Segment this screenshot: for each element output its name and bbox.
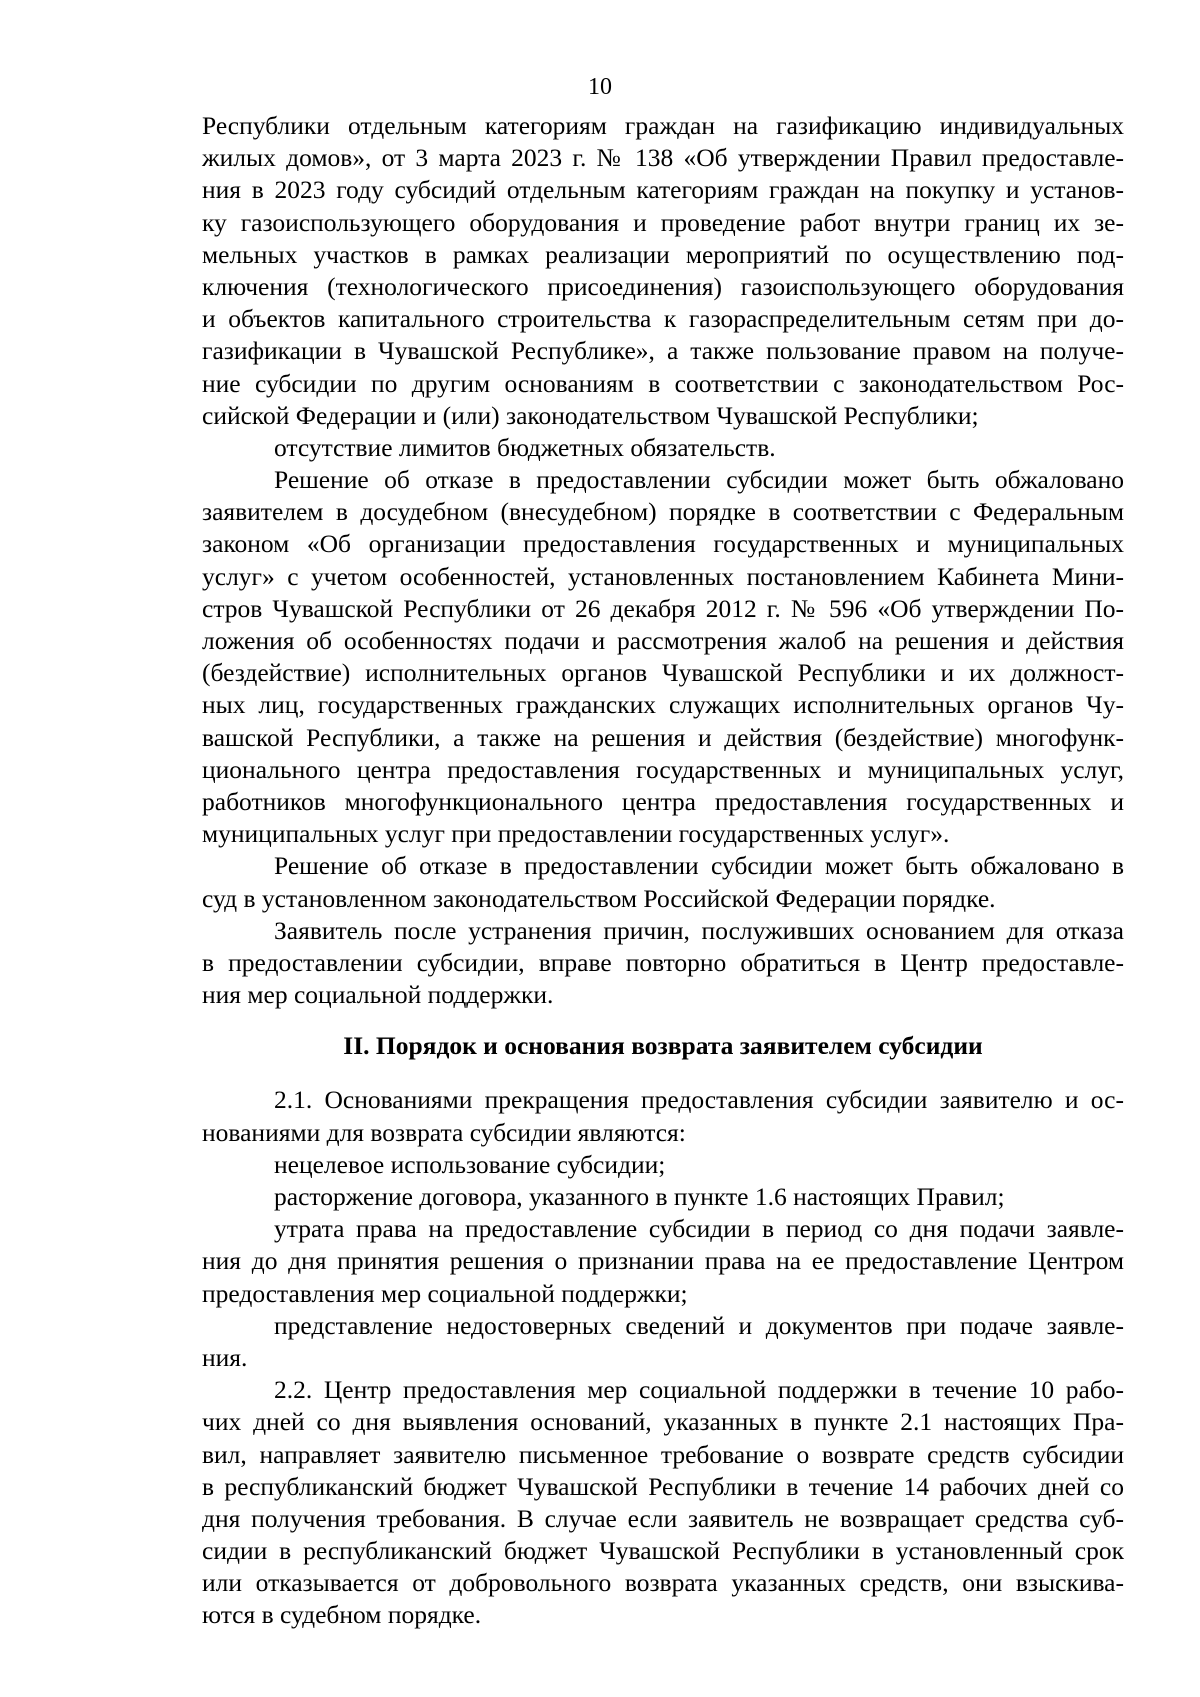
text-line: работников многофункционального центра предоставления государственных и	[202, 786, 1124, 816]
text-line: ние субсидии по другим основаниям в соответствии с законодательством Рос-	[202, 368, 1124, 398]
text-line: Республики отдельным категориям граждан на газификацию индивидуальных	[202, 111, 1124, 140]
paragraph	[202, 850, 1124, 914]
text-line: предоставления мер социальной поддержки;	[202, 1278, 688, 1308]
text-line: ются в судебном порядке.	[202, 1600, 482, 1630]
text-line: суд в установленном законодательством Российской Федерации порядке.	[202, 883, 996, 913]
text-line: ключения (технологического присоединения) газоиспользующего оборудования	[202, 271, 1124, 301]
text-line: 2.2. Центр предоставления мер социальной поддержки в течение 10 рабо-	[274, 1375, 1124, 1405]
text-line: чих дней со дня выявления оснований, указанных в пункте 2.1 настоящих Пра-	[202, 1407, 1124, 1437]
text-line: вашской Республики, а также на решения и действия (бездействие) многофунк-	[202, 722, 1124, 752]
text-line: жилых домов», от 3 марта 2023 г. № 138 «Об утверждении Правил предоставле-	[202, 143, 1124, 173]
paragraph	[202, 432, 1124, 464]
text-line: ния в 2023 году субсидий отдельным категориям граждан на покупку и установ-	[202, 175, 1124, 205]
paragraph	[202, 1084, 1124, 1148]
paragraph	[202, 110, 1124, 432]
text-line: сийской Федерации и (или) законодательством Чувашской Республики;	[202, 400, 979, 430]
text-line: и объектов капитального строительства к газораспределительным сетям при до-	[202, 304, 1124, 334]
text-line: ционального центра предоставления государственных и муниципальных услуг,	[202, 754, 1124, 784]
paragraph	[202, 915, 1124, 1012]
text-line: стров Чувашской Республики от 26 декабря 2012 г. № 596 «Об утверждении По-	[202, 593, 1124, 623]
text-line: вил, направляет заявителю письменное требование о возврате средств субсидии	[202, 1439, 1124, 1469]
text-line: ку газоиспользующего оборудования и проведение работ внутри границ их зе-	[202, 207, 1124, 237]
text-line: законом «Об организации предоставления государственных и муниципальных	[202, 529, 1124, 559]
paragraph	[202, 1213, 1124, 1310]
paragraph	[202, 464, 1124, 850]
text-line: заявителем в досудебном (внесудебном) порядке в соответствии с Федеральным	[202, 497, 1124, 527]
text-line: газификации в Чувашской Республике», а также пользование правом на получе-	[202, 336, 1124, 366]
paragraph	[202, 1181, 1124, 1213]
text-line: ложения об особенностях подачи и рассмотрения жалоб на решения и действия	[202, 626, 1124, 655]
text-line: в республиканский бюджет Чувашской Республики в течение 14 рабочих дней со	[202, 1471, 1124, 1501]
paragraph	[202, 1149, 1124, 1181]
text-line: услуг» с учетом особенностей, установленных постановлением Кабинета Мини-	[202, 561, 1124, 591]
document-body	[202, 110, 1124, 1632]
text-line: ния мер социальной поддержки.	[202, 980, 554, 1010]
text-line: Заявитель после устранения причин, послуживших основанием для отказа	[274, 915, 1124, 945]
text-line: отсутствие лимитов бюджетных обязательств.	[274, 432, 776, 462]
text-line: дня получения требования. В случае если заявитель не возвращает средства суб-	[202, 1503, 1124, 1533]
text-line: II. Порядок и основания возврата заявителем субсидии	[343, 1031, 983, 1061]
text-line: ния.	[202, 1342, 248, 1372]
paragraph	[202, 1310, 1124, 1374]
text-line: 2.1. Основаниями прекращения предоставления субсидии заявителю и ос-	[274, 1085, 1124, 1115]
text-line: (бездействие) исполнительных органов Чувашской Республики и их должност-	[202, 658, 1124, 688]
text-line: сидии в республиканский бюджет Чувашской Республики в установленный срок	[202, 1536, 1124, 1566]
text-line: в предоставлении субсидии, вправе повторно обратиться в Центр предоставле-	[202, 947, 1124, 977]
text-line: утрата права на предоставление субсидии в период со дня подачи заявле-	[274, 1214, 1124, 1244]
paragraph	[202, 1374, 1124, 1632]
section-heading	[202, 1030, 1124, 1062]
page-number: 10	[588, 74, 612, 100]
text-line: или отказывается от добровольного возврата указанных средств, они взыскива-	[202, 1568, 1124, 1598]
text-line: муниципальных услуг при предоставлении государственных услуг».	[202, 819, 950, 849]
text-line: Решение об отказе в предоставлении субсидии может быть обжаловано	[274, 465, 1124, 495]
text-line: Решение об отказе в предоставлении субсидии может быть обжаловано в	[274, 851, 1124, 881]
text-line: ных лиц, государственных гражданских служащих исполнительных органов Чу-	[202, 690, 1124, 720]
text-line: нецелевое использование субсидии;	[274, 1149, 666, 1179]
text-line: представление недостоверных сведений и документов при подаче заявле-	[274, 1310, 1124, 1340]
text-line: расторжение договора, указанного в пункте 1.6 настоящих Правил;	[274, 1182, 1005, 1211]
text-line: мельных участков в рамках реализации мероприятий по осуществлению под-	[202, 239, 1124, 269]
text-line: ния до дня принятия решения о признании права на ее предоставление Центром	[202, 1246, 1124, 1276]
text-line: нованиями для возврата субсидии являются:	[202, 1117, 686, 1147]
